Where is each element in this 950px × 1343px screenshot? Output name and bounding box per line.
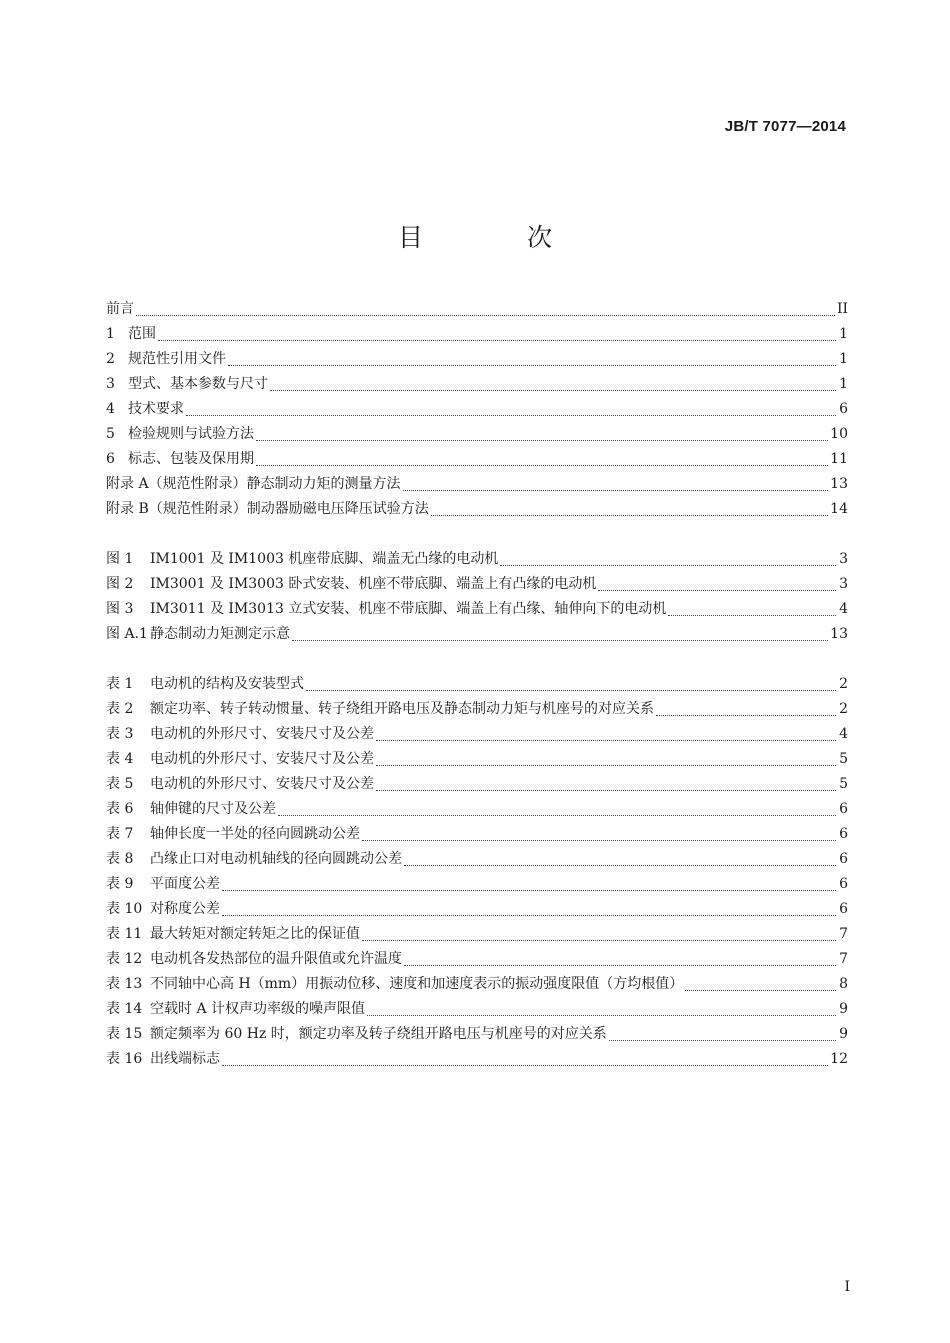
table-entry[interactable] — [106, 1047, 848, 1072]
toc-entry-number: 4 — [106, 401, 115, 417]
toc-entry-number: 图 1 — [106, 551, 134, 567]
toc-entry-page: 14 — [830, 501, 848, 517]
toc-entry-number: 5 — [106, 426, 115, 442]
dot-leader — [609, 1040, 836, 1041]
toc-entry-page: 6 — [839, 401, 848, 417]
toc-entry-page: 9 — [839, 1026, 848, 1042]
toc-entry-number: 表 9 — [106, 876, 134, 892]
toc-entry-number: 表 11 — [106, 926, 143, 942]
toc-main-section — [106, 297, 848, 522]
toc-entry[interactable] — [106, 447, 848, 472]
dot-leader — [403, 490, 829, 491]
dot-leader — [367, 1015, 836, 1016]
toc-entry-number: 6 — [106, 451, 115, 467]
toc-entry-label: 最大转矩对额定转矩之比的保证值 — [150, 926, 360, 942]
toc-entry-number: 表 6 — [106, 801, 134, 817]
toc-entry[interactable] — [106, 347, 848, 372]
toc-entry-label: 出线端标志 — [150, 1051, 220, 1067]
dot-leader — [278, 815, 836, 816]
toc-entry-number: 表 4 — [106, 751, 134, 767]
toc-entry-label: 附录 B（规范性附录）制动器励磁电压降压试验方法 — [106, 501, 429, 517]
toc-tables-section — [106, 672, 848, 1072]
dot-leader — [270, 390, 836, 391]
toc-entry-label: 附录 A（规范性附录）静态制动力矩的测量方法 — [106, 476, 401, 492]
toc-entry-number: 1 — [106, 326, 115, 342]
dot-leader — [306, 690, 836, 691]
toc-entry-label: IM3001 及 IM3003 卧式安装、机座不带底脚、端盖上有凸缘的电动机 — [150, 576, 597, 592]
toc-entry-label: 电动机各发热部位的温升限值或允许温度 — [150, 951, 402, 967]
toc-entry[interactable] — [106, 497, 848, 522]
toc-entry-number: 表 8 — [106, 851, 134, 867]
dot-leader — [292, 640, 828, 641]
toc-entry-number: 表 7 — [106, 826, 134, 842]
toc-entry-page: 4 — [839, 726, 848, 742]
table-entry[interactable] — [106, 697, 848, 722]
toc-entry-label: 静态制动力矩测定示意 — [150, 626, 290, 642]
toc-entry-label: 凸缘止口对电动机轴线的径向圆跳动公差 — [150, 851, 402, 867]
toc-entry-number: 表 2 — [106, 701, 134, 717]
toc-entry-page: 2 — [839, 676, 848, 692]
toc-entry-page: 7 — [839, 926, 848, 942]
toc-entry[interactable] — [106, 297, 848, 322]
dot-leader — [431, 515, 828, 516]
toc-entry-label: 技术要求 — [128, 401, 184, 417]
toc-entry-number: 表 3 — [106, 726, 134, 742]
dot-leader — [376, 790, 836, 791]
toc-entry-label: 电动机的外形尺寸、安装尺寸及公差 — [150, 776, 374, 792]
toc-entry-page: 2 — [839, 701, 848, 717]
toc-entry-label: 标志、包装及保用期 — [128, 451, 254, 467]
toc-entry[interactable] — [106, 372, 848, 397]
toc-entry-number: 3 — [106, 376, 115, 392]
table-entry[interactable] — [106, 947, 848, 972]
table-entry[interactable] — [106, 822, 848, 847]
toc-entry-number: 表 5 — [106, 776, 134, 792]
toc-entry-page: 3 — [839, 576, 848, 592]
toc-figures-section — [106, 547, 848, 647]
table-entry[interactable] — [106, 747, 848, 772]
toc-entry-page: 9 — [839, 1001, 848, 1017]
toc-entry-page: 6 — [839, 801, 848, 817]
toc-entry-number: 图 2 — [106, 576, 134, 592]
toc-entry-page: 13 — [830, 476, 848, 492]
toc-entry-label: 电动机的外形尺寸、安装尺寸及公差 — [150, 726, 374, 742]
toc-entry-number: 表 14 — [106, 1001, 143, 1017]
dot-leader — [685, 990, 836, 991]
dot-leader — [404, 965, 836, 966]
toc-entry-page: 6 — [839, 901, 848, 917]
dot-leader — [222, 915, 836, 916]
toc-entry-number: 图 A.1 — [106, 626, 148, 642]
table-entry[interactable] — [106, 672, 848, 697]
toc-entry-number: 2 — [106, 351, 115, 367]
dot-leader — [158, 340, 836, 341]
table-entry[interactable] — [106, 922, 848, 947]
table-entry[interactable] — [106, 847, 848, 872]
dot-leader — [362, 840, 836, 841]
toc-entry-label: IM1001 及 IM1003 机座带底脚、端盖无凸缘的电动机 — [150, 551, 499, 567]
toc-entry-page: 11 — [830, 451, 848, 467]
toc-entry-number: 表 1 — [106, 676, 134, 692]
dot-leader — [656, 715, 836, 716]
dot-leader — [404, 865, 836, 866]
dot-leader — [256, 440, 828, 441]
figure-entry[interactable] — [106, 572, 848, 597]
toc-entry-page: 6 — [839, 876, 848, 892]
toc-entry-label: 额定功率、转子转动惯量、转子绕组开路电压及静态制动力矩与机座号的对应关系 — [150, 701, 654, 717]
toc-entry-label: 平面度公差 — [150, 876, 220, 892]
toc-entry-label: 电动机的外形尺寸、安装尺寸及公差 — [150, 751, 374, 767]
toc-entry[interactable] — [106, 397, 848, 422]
toc-entry-number: 表 12 — [106, 951, 143, 967]
figure-entry[interactable] — [106, 622, 848, 647]
toc-entry-number: 表 10 — [106, 901, 143, 917]
toc-entry-label: 空载时 A 计权声功率级的噪声限值 — [150, 1001, 366, 1017]
toc-entry-page: 4 — [839, 601, 848, 617]
toc-entry-number: 表 15 — [106, 1026, 143, 1042]
dot-leader — [136, 315, 835, 316]
table-entry[interactable] — [106, 972, 848, 997]
dot-leader — [186, 415, 836, 416]
toc-entry-label: IM3011 及 IM3013 立式安装、机座不带底脚、端盖上有凸缘、轴伸向下的电动机 — [150, 601, 667, 617]
toc-entry-page: 12 — [830, 1051, 848, 1067]
toc-entry-label: 对称度公差 — [150, 901, 220, 917]
toc-entry-label: 轴伸键的尺寸及公差 — [150, 801, 276, 817]
table-entry[interactable] — [106, 872, 848, 897]
table-entry[interactable] — [106, 797, 848, 822]
dot-leader — [668, 615, 836, 616]
toc-entry-page: 6 — [839, 851, 848, 867]
toc-entry[interactable] — [106, 472, 848, 497]
dot-leader — [376, 740, 836, 741]
toc-entry-page: 10 — [830, 426, 848, 442]
table-entry[interactable] — [106, 772, 848, 797]
dot-leader — [222, 890, 836, 891]
toc-entry-number: 表 13 — [106, 976, 143, 992]
toc-entry-label: 额定频率为 60 Hz 时，额定功率及转子绕组开路电压与机座号的对应关系 — [150, 1026, 607, 1042]
toc-entry[interactable] — [106, 322, 848, 347]
toc-entry[interactable] — [106, 422, 848, 447]
toc-entry-label: 电动机的结构及安装型式 — [150, 676, 304, 692]
page-number: I — [844, 1279, 850, 1295]
figure-entry[interactable] — [106, 547, 848, 572]
toc-entry-number: 表 16 — [106, 1051, 143, 1067]
toc-entry-label: 前言 — [106, 301, 134, 317]
dot-leader — [256, 465, 828, 466]
toc-entry-page: 6 — [839, 826, 848, 842]
dot-leader — [228, 365, 836, 366]
toc-entry-page: 3 — [839, 551, 848, 567]
dot-leader — [598, 590, 836, 591]
toc-entry-page: II — [836, 301, 848, 317]
toc-entry-page: 5 — [839, 776, 848, 792]
table-entry[interactable] — [106, 897, 848, 922]
toc-entry-page: 1 — [839, 351, 848, 367]
page-title: 目 次 — [398, 223, 600, 252]
document-id: JB/T 7077—2014 — [724, 118, 846, 135]
toc-entry-label: 范围 — [128, 326, 156, 342]
toc-entry-page: 8 — [839, 976, 848, 992]
toc-entry-label: 轴伸长度一半处的径向圆跳动公差 — [150, 826, 360, 842]
dot-leader — [362, 940, 836, 941]
table-entry[interactable] — [106, 1022, 848, 1047]
figure-entry[interactable] — [106, 597, 848, 622]
toc-entry-label: 检验规则与试验方法 — [128, 426, 254, 442]
toc-entry-number: 图 3 — [106, 601, 134, 617]
toc-entry-page: 1 — [839, 376, 848, 392]
table-entry[interactable] — [106, 997, 848, 1022]
toc-entry-page: 5 — [839, 751, 848, 767]
toc-entry-page: 7 — [839, 951, 848, 967]
toc-entry-page: 1 — [839, 326, 848, 342]
dot-leader — [376, 765, 836, 766]
table-entry[interactable] — [106, 722, 848, 747]
toc-entry-label: 规范性引用文件 — [128, 351, 226, 367]
dot-leader — [222, 1065, 828, 1066]
toc-entry-label: 型式、基本参数与尺寸 — [128, 376, 268, 392]
toc-entry-page: 13 — [830, 626, 848, 642]
dot-leader — [500, 565, 836, 566]
toc-entry-label: 不同轴中心高 H（mm）用振动位移、速度和加速度表示的振动强度限值（方均根值） — [150, 976, 684, 992]
